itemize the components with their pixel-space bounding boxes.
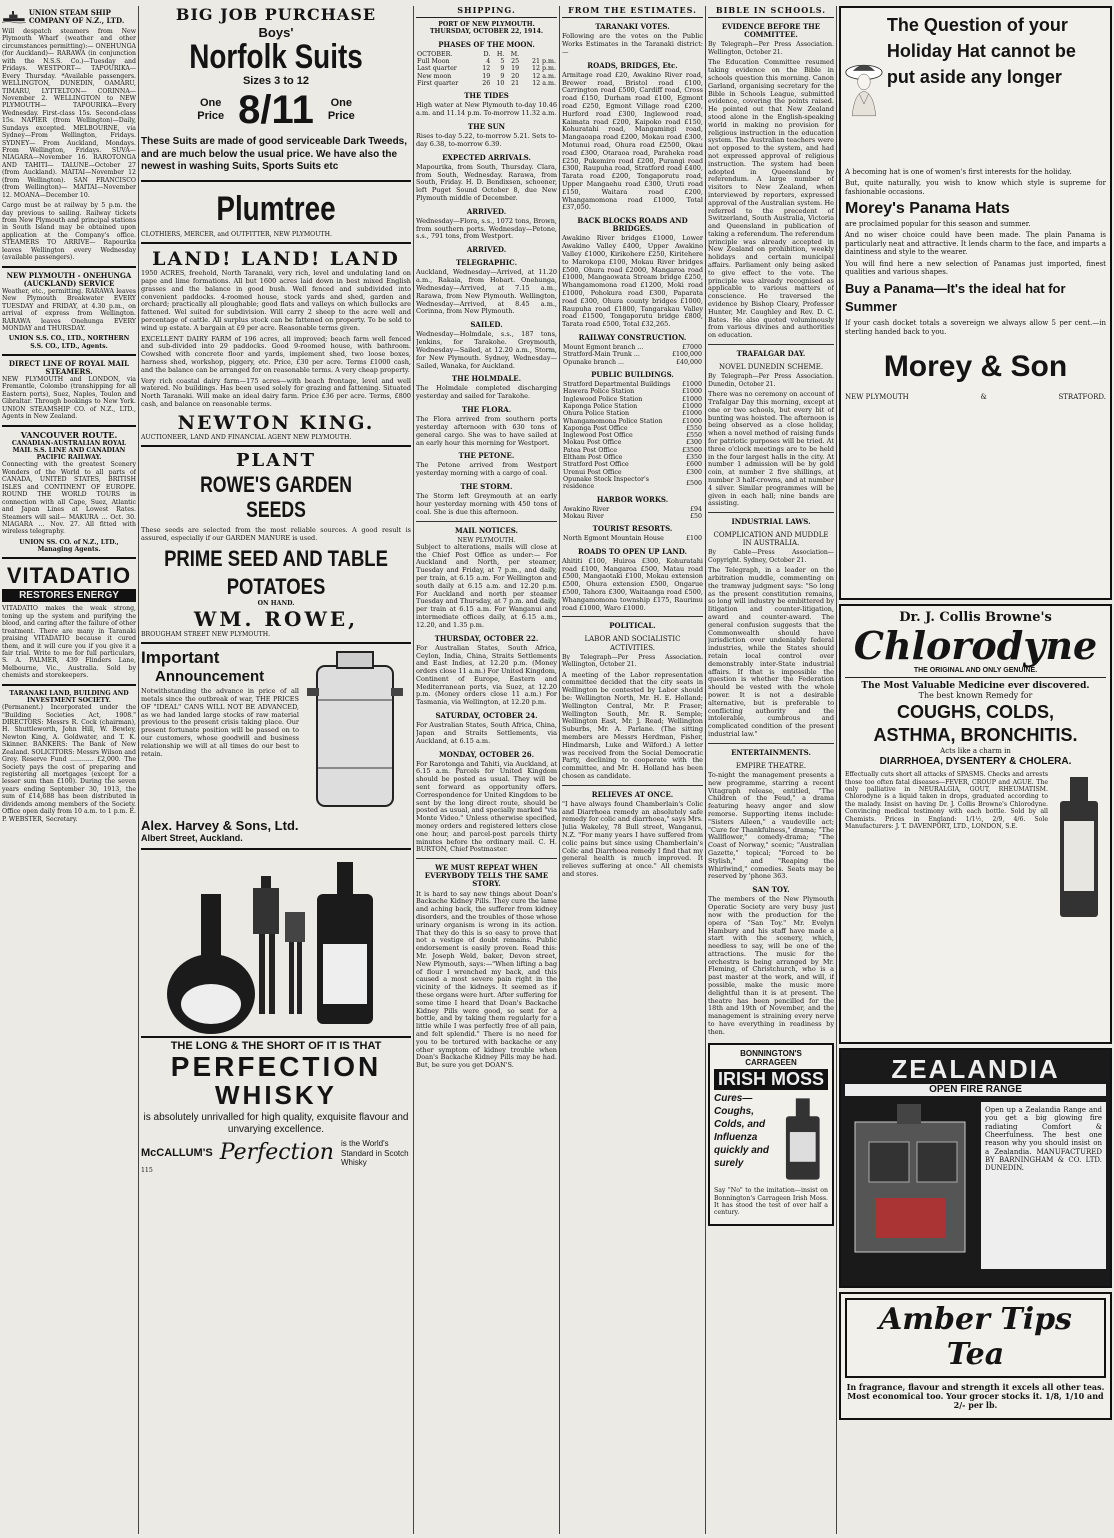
sailed-text: Wednesday—Holmdale, s.s., 187 tons, Jenkins, for Tarakohe. Greymouth, Wednesday—Sailed, at 12.20 a.m., Storm, for New Plymouth. Sydney, Wednesday—Sailed, Wanaka, for Auckland. <box>416 330 557 370</box>
evidence-text: The Education Committee resumed taking evidence on the Bible in schools question this morning. Canon Garland, organising secretary for the Bible in Schools League, submitted evidence, covering the points raised. He pointed out that New Zealand stood alone in the English-speaking world in making no provision for religious instruction in the education system. The Australian teachers were not opposed to the system, and had not expressed approval of religious instruction. The system had been adopted in Queensland by referendum. A large number of visitors to New Zealand, when interviewed by reporters, expressed approval of the Australian system. He referred to the precedent of Switzerland, South Australia, Victoria and Queensland in publication of taking a referendum. The referendum principle was already accepted in New Zealand on prohibition, weekly holidays and certain municipal affairs. Parliament only being asked to give effect to the vote. The principle was already recognised as applicable to various matters of conscience. He traversed the evidence by Bishop Cleary, Professor Hunter, Mr. Caughley and Rev. D. C. Bates. He also quoted voluminously from various divines and authorities on education. <box>708 58 834 340</box>
table-cell: £600 <box>685 461 702 469</box>
relieves-heading: RELIEVES AT ONCE. <box>591 789 674 799</box>
evidence-byline: By Telegraph—Per Press Association. Wellington, October 21. <box>708 41 834 56</box>
table-cell <box>520 51 557 58</box>
steamship-icon <box>2 6 26 28</box>
moon-phase-table <box>416 51 557 87</box>
railway-row <box>562 351 703 358</box>
ideal-cans-ad <box>141 648 411 818</box>
royal-mail-heading: DIRECT LINE OF ROYAL MAIL STEAMERS. <box>8 358 130 376</box>
shipping-header: SHIPPING. <box>416 6 557 18</box>
price-row: One Price 8/11 One Price <box>197 88 355 133</box>
public-building-row <box>562 396 703 403</box>
column-estimates <box>562 6 703 1534</box>
roads-text: Armitage road £20, Awakino River road, Brewer road, Bristol road £100, Carrington road £500, Cardiff road, Cross road £150, Durham road £100, Egmont road £250, Egmont Village road £200, Hurford road £300, Inglewood road, Kaimata road £200, Kaipoko road £150, Kohuratahi road, Mangamingi road, Mangaoapa road £200, Mokau road £300, Motunui road, Ohura road £2500, Okau road £300, Otaraoa road, Paraheka road £250, Pukemiro road £200, Purangi road £300, Raupuha road, Stratford road £400, Tarata road £200, Tongaporutu road, Upper Mangaehu road £300, Uruti road £150, Waitara road £200, Whangamomona road £1000, Total £37,050. <box>562 70 703 212</box>
telegraphic-text: Auckland, Wednesday—Arrived, at 11.20 a.m., Rakaia, from Hobart. Onehunga, Wednesday—Arrived, at 7.15 a.m., Rarawa, from New Plymouth. Wellington, Wednesday—Arrived, at 8.45 a.m., Corinna, from New Plymouth. <box>416 268 557 316</box>
tourist-row <box>562 535 703 542</box>
table-cell: 12 a.m. <box>532 72 556 80</box>
monday-text: For Rarotonga and Tahiti, via Auckland, at 6.15 a.m. Parcels for United Kingdom should be posted as usual. They will be sent forward as opportunity offers. Correspondence for United Kingdom to be sent by the long direct route, should be posted as usual, and specially marked "via Monte Video." Unless otherwise specified, money orders and registered letters close one hour, and parcel-post parcels thirty minutes before the ordinary mail. C. H. BURTON, Chief Postmaster. <box>416 759 557 854</box>
table-cell: H. <box>496 50 505 58</box>
most-valuable-text: The Most Valuable Medicine ever discovered. <box>861 680 1090 691</box>
monday-heading: MONDAY, OCTOBER 26. <box>438 749 535 759</box>
petone-heading: THE PETONE. <box>458 451 515 461</box>
zealandia-text: Open up a Zealandia Range and you get a big glowing fire radiating Comfort & Cheerfulness. The best one reason why you should insist on a Zealandia. MANUFACTURED BY BARNINGHAM & CO. LTD. DUNEDIN. <box>981 1102 1106 1269</box>
land-heading: LAND! LAND! LAND <box>152 248 400 271</box>
onehunga-text: Weather, etc., permitting. RARAWA leaves New Plymouth Breakwater EVERY TUESDAY and FRIDAY, at 4.30 p.m., on arrival of express from Wellington. RARAWA leaves Onehunga EVERY MONDAY and THURSDAY. <box>2 287 136 332</box>
irish-moss-title: IRISH MOSS <box>714 1069 828 1090</box>
arrived-text: Wednesday—Flora, s.s., 1072 tons, Brown, from southern ports. Wednesday—Petone, s.s., 791 tons, from Westport. <box>416 216 557 241</box>
open-up-land-text: Ahititi £100, Huiroa £300, Kohuratahi road £100, Mangaroa £500, Matau road £500, Mangaotaki £100, Mokau extension £500, Ohura extension £500, Ongarue £500, Tahora £300, Waitaanga road £500, Whangamomona township £175, Raurimu road £1000, Waro £1000. <box>562 556 703 612</box>
public-building-row <box>562 447 703 454</box>
public-building-row <box>562 432 703 439</box>
table-cell: £550 <box>685 424 702 432</box>
table-cell: £1000 <box>681 417 702 425</box>
table-cell: £1000 <box>681 395 702 403</box>
norfolk-suits-title: Norfolk Suits <box>189 37 363 76</box>
table-cell: Mount Egmont branch ... <box>563 344 644 352</box>
irish-moss-ad <box>708 1043 834 1226</box>
table-cell: Mokau River <box>563 512 604 520</box>
labor-byline: By Telegraph—Per Press Association. Wellington, October 21. <box>562 653 703 669</box>
tides-text: High water at New Plymouth to-day 10.46 a.m. and 11.14 p.m. To-morrow 11.32 a.m. <box>416 101 557 118</box>
evidence-heading: EVIDENCE BEFORE THE COMMITTEE. <box>721 22 821 40</box>
union-steam-heading: UNION STEAM SHIP COMPANY OF N.Z., LTD. <box>28 7 125 25</box>
price-value: 8/11 <box>238 88 314 133</box>
public-building-row <box>562 410 703 417</box>
table-cell: 12 a.m. <box>532 79 556 87</box>
amber-tips-title: Amber Tips Tea <box>845 1298 1106 1378</box>
expected-heading: EXPECTED ARRIVALS. <box>442 152 531 162</box>
table-cell: £94 <box>689 505 702 513</box>
column-rule <box>705 6 706 1534</box>
sailed-heading: SAILED. <box>470 320 503 330</box>
tides-heading: THE TIDES <box>464 91 509 101</box>
bible-header: BIBLE IN SCHOOLS. <box>708 6 834 18</box>
vitadatio-logo: VITADATIO <box>6 563 132 589</box>
onehunga-heading: NEW PLYMOUTH - ONEHUNGA (AUCKLAND) SERVICE <box>6 270 132 288</box>
morey-address: NEW PLYMOUTH & STRATFORD. <box>845 392 1106 401</box>
land-offer-2: EXCELLENT DAIRY FARM of 196 acres, all improved; beach farm well fenced and sub-divided into 29 paddocks. Good 9-roomed house, with bathroom. Cowshed with concrete floor and yards, implement shed, two loose boxes, harness shed, workshop, piggery, etc. Price, £30 per acre. Terms £1000 cash, and the balance can be arranged for on reasonable terms. A very cheap property. <box>141 334 411 374</box>
table-cell: 10 <box>496 79 505 87</box>
table-cell: D. <box>483 50 491 58</box>
rowe-seeds-text: These seeds are selected from the most reliable sources. A good result is assured, especially if our GARDEN MANURE is used. <box>141 525 411 542</box>
table-cell: Inglewood Police Station <box>563 395 643 403</box>
table-cell: 9 <box>500 65 505 73</box>
table-cell: 19 <box>511 65 520 73</box>
land-offer-3: Very rich coastal dairy farm—175 acres—with beach frontage, level and well watered. No buildings. Has been used solely for grazing and fattening. Situated North Taranaki. Will make an ideal dairy farm. Price £36 per acre. Terms, £800 cash, and balance on reasonable terms. <box>141 376 411 408</box>
column-shipping-companies <box>2 6 136 1534</box>
table-cell: 5 <box>500 58 505 66</box>
storm-heading: THE STORM. <box>460 482 513 492</box>
asthma-text: ASTHMA, BRONCHITIS. <box>873 725 1078 746</box>
table-cell: New moon <box>417 72 452 80</box>
on-hand-label: ON HAND. <box>257 600 295 608</box>
saturday-heading: SATURDAY, OCTOBER 24. <box>435 711 538 721</box>
public-building-row <box>562 381 703 388</box>
complication-text: The Telegraph, in a leader on the arbitration muddle, commenting on the tramway judgment says: "So long as the present constitution remains, so long will industry be embittered by litigation and counter-litigation, award and counter-award. The general confusion suggests that the Commonwealth should have jurisdiction over undeniably federal industries, while the States should retain local control over demonstrably inter-State industrial affairs. If that is impossible the question is whether the Federation should be vested with the whole power. It is not a desirable alternative, but is preferable to conflicting authority and the intolerable, cumbrous and complicated condition of the present industrial law." <box>708 566 834 739</box>
potatoes-title: PRIME SEED AND TABLE POTATOES <box>164 546 388 599</box>
wm-rowe-name: WM. ROWE, <box>193 606 359 631</box>
relieves-text: "I have always found Chamberlain's Colic and Diarrhoea remedy an absolutely safe remedy for colic and diarrhoea," says Mrs. Julia Wakeley, 78 Bull street, Wanganui, N.Z. "For many years I have suffered from colic pains but since using Chamberlain's Colic and Diarrhoea remedy I find that my general health is much improved. It relieves suffering at once." All chemists and stores. <box>562 799 703 878</box>
moon-phase-row <box>416 65 557 72</box>
back-blocks-text: Awakino River bridges £1000, Lower Awakino Valley £400, Upper Awakino Valley £1000, Kirikohere £250, Kiritehere to Marokopa £100, Mokau River bridges £500, Ohura road £2000, Mangaroa road £1000, Mangaowata Stream bridge £250, Whangamomona road £1200, Moki road £1000, Pohokura road £300, Paparata road £300, Ohura county bridges £1000, Raupuha road £1800, Tangarakau Valley road £1500, Tongaporutu bridge £800, Tarata road £500, Total £32,265. <box>562 234 703 329</box>
table-cell: £50 <box>689 512 702 520</box>
storm-text: The Storm left Greymouth at an early hour yesterday morning with 450 tons of coal. She is due this afternoon. <box>416 492 557 516</box>
hat-popular: are proclaimed popular for this season and summer. <box>845 219 1031 228</box>
harbor-heading: HARBOR WORKS. <box>596 494 669 504</box>
plumtree-line: CLOTHIERS, MERCER, and OUTFITTER, NEW PLYMOUTH. <box>141 231 332 238</box>
sizes-label: Sizes 3 to 12 <box>242 75 310 88</box>
column-shipping-news <box>416 6 557 1534</box>
taranaki-society-heading: TARANAKI LAND, BUILDING AND INVESTMENT SOCIETY. <box>9 689 129 704</box>
bottle-icon <box>778 1092 828 1184</box>
column-advertisements <box>141 6 411 1534</box>
harbor-row <box>562 513 703 520</box>
table-cell: Urenui Post Office <box>563 468 622 476</box>
tourist-heading: TOURIST RESORTS. <box>592 524 673 534</box>
important-label: Important <box>141 648 220 668</box>
holmdale-heading: THE HOLMDALE. <box>451 374 522 384</box>
public-building-row <box>562 439 703 446</box>
table-cell: 25 <box>511 58 520 66</box>
table-cell: 12 <box>482 65 491 73</box>
public-buildings-table <box>562 381 703 490</box>
zealandia-title: ZEALANDIA <box>891 1054 1060 1084</box>
table-cell: £500 <box>685 479 702 487</box>
newton-king-line: AUCTIONEER, LAND AND FINANCIAL AGENT NEW PLYMOUTH. <box>141 433 352 441</box>
boys-label: Boys' <box>258 24 294 40</box>
collis-browne-name: Dr. J. Collis Browne's <box>899 610 1052 625</box>
roads-heading: ROADS, BRIDGES, Etc. <box>587 60 678 70</box>
newton-king-name: NEWTON KING. <box>177 411 375 434</box>
estimates-header: FROM THE ESTIMATES. <box>562 6 703 18</box>
table-cell: M. <box>510 50 520 58</box>
mail-heading: MAIL NOTICES. <box>455 525 518 535</box>
table-cell: Hawera Police Station <box>563 388 635 396</box>
union-notes: Cargo must be at railway by 5 p.m. the day previous to sailing. Railway tickets from New Plymouth and principal stations in South Island may be obtained upon application at the Company's office. STEAMERS TO ARRIVE— Rapourika leaves Wellington every Wednesday (available passengers). <box>2 202 136 262</box>
public-building-row <box>562 418 703 425</box>
mail-sub-heading: NEW PLYMOUTH. <box>457 536 516 544</box>
norfolk-description: These Suits are made of good serviceable Dark Tweeds, and are much below the usual price. We have also the newest in washing Suits, Sports Suits etc <box>141 136 408 173</box>
acts-like-charm: Acts like a charm in <box>940 747 1011 756</box>
announcement-label: Announcement <box>155 667 265 685</box>
novel-scheme-heading: NOVEL DUNEDIN SCHEME. <box>718 363 824 372</box>
column-rule <box>836 6 837 1534</box>
public-building-row <box>562 403 703 410</box>
novel-scheme-byline: By Telegraph—Per Press Association. Dunedin, October 21. <box>708 373 834 388</box>
table-cell: £7000 <box>681 344 702 352</box>
diarrhoea-text: DIARRHOEA, DYSENTERY & CHOLERA. <box>879 755 1072 767</box>
best-remedy-text: The best known Remedy for <box>918 691 1033 701</box>
amber-tips-text: In fragrance, flavour and strength it excels all other teas. Most economical too. Your grocer stocks it. 1/8, 1/10 and 2/- per lb. <box>846 1381 1105 1411</box>
table-cell: Whangamomona Police Station <box>563 417 663 425</box>
table-cell: 21 <box>511 79 520 87</box>
thursday-heading: THURSDAY, OCTOBER 22. <box>434 633 539 643</box>
table-cell: £300 <box>685 468 702 476</box>
rowe-address: BROUGHAM STREET NEW PLYMOUTH. <box>141 630 271 638</box>
table-cell: £40,000 <box>675 358 702 366</box>
table-cell: Patea Post Office <box>563 446 618 454</box>
public-buildings-heading: PUBLIC BUILDINGS. <box>591 370 674 379</box>
ad-number: 115 <box>141 1167 153 1175</box>
perfection-script: Perfection <box>219 1140 334 1166</box>
column-rule <box>413 6 414 1534</box>
railway-table <box>562 344 703 366</box>
morey-panama-title: Morey's Panama Hats <box>845 200 1010 218</box>
table-cell: Stratford-Main Trunk ... <box>563 351 640 359</box>
vitadatio-text: VITADATIO makes the weak strong, toning up the system and purifying the blood, and caring after the failure of other treatment. There are many in Taranaki praising VITADATIO because it cured them, and it will cure you if you give it a fair trial. Write to me for full particulars, S. A. PALMER, 439 Flinders Lane, Melbourne, Vic., Australia. Sold by chemists and storekeepers. <box>2 605 136 680</box>
column-rule <box>559 6 560 1534</box>
whisky-tagline: THE LONG & THE SHORT OF IT IS THAT <box>141 1036 411 1053</box>
table-cell: 19 <box>482 72 491 80</box>
zealandia-ad <box>839 1048 1112 1288</box>
coughs-colds-text: COUGHS, COLDS, <box>896 701 1054 722</box>
table-cell: First quarter <box>417 79 459 87</box>
open-fire-range-label: OPEN FIRE RANGE <box>845 1084 1106 1096</box>
mccallum-label: McCALLUM'S <box>141 1146 213 1159</box>
entertainments-heading: ENTERTAINMENTS. <box>731 747 811 757</box>
column-right-ads <box>839 6 1112 1534</box>
table-cell: Kaponga Police Station <box>563 403 638 410</box>
sun-text: Rises to-day 5.22, to-morrow 5.21. Sets to-day 6.38, to-morrow 6.39. <box>416 132 557 148</box>
open-up-land-heading: ROADS TO OPEN UP LAND. <box>578 546 687 556</box>
thursday-text: For Australian States, South Africa, Ceylon, India, China, Straits Settlements and East Indies, at 12.20 p.m. (Money orders close 11 a.m.) For United Kingdom, Continent of Europe, Eastern and Mediterranean ports, via Suez, at 12.20 p.m. (Money orders close 11 a.m.) For Tasmania, via Wellington, at 12.20 p.m. <box>416 643 557 707</box>
empire-text: To-night the management presents a new programme, starring a recent Vitagraph release, entitled, "The Children of the Feud," a drama featuring heavy anger and slow remorse. Supporting items include: "Sisters Aileen," a vaudeville act; "Cure for Thankfulness," drama; "The Wallflower," comedy-drama; "The Coast of Norway," scenic; "Australian Gazette," topical; "Forced to be Stylish," and "Reaping the Whirlwind," comedies. Seats may be reserved by 'phone 363. <box>708 771 834 881</box>
whisky-illustration <box>141 854 407 1034</box>
column-rule <box>138 6 139 1534</box>
back-blocks-heading: BACK BLOCKS ROADS AND BRIDGES. <box>577 216 688 234</box>
restores-energy-banner: RESTORES ENERGY <box>2 589 136 603</box>
doans-heading: WE MUST REPEAT WHEN EVERYBODY TELLS THE SAME STORY. <box>424 863 549 889</box>
alex-harvey-address: Albert Street, Auckland. <box>141 833 243 844</box>
table-cell: 4 <box>486 58 491 66</box>
table-cell: 21 p.m. <box>531 58 556 66</box>
mccallum-row <box>141 1139 411 1167</box>
date-label: THURSDAY, OCTOBER 22, 1914. <box>429 28 544 36</box>
railway-heading: RAILWAY CONSTRUCTION. <box>578 333 687 342</box>
table-cell: OCTOBER. <box>417 50 453 58</box>
woman-hat-illustration <box>845 12 883 162</box>
perfection-title: PERFECTION <box>170 1051 382 1083</box>
morey-hat-ad <box>839 6 1112 600</box>
estimates-intro: Following are the votes on the Public Works Estimates in the Taranaki district:— <box>562 32 703 56</box>
labor-heading: LABOR AND SOCIALISTIC ACTIVITIES. <box>584 635 681 652</box>
moon-heading: PHASES OF THE MOON. <box>438 39 535 49</box>
moon-phase-row <box>416 73 557 80</box>
table-cell: £100 <box>685 535 702 543</box>
railway-row <box>562 344 703 351</box>
expected-text: Mapourika, from South, Thursday. Clara, from South, Wednesday. Rarawa, from South, Friday. H. D. Bendixsen, schooner, left Puget Sound October 8, due New Plymouth middle of December. <box>416 162 557 202</box>
cures-text: Cures— Coughs, Colds, and Influenza quickly and surely <box>714 1093 770 1170</box>
announcement-text: Notwithstanding the advance in price of all metals since the outbreak of war, THE PRICES OF "IDEAL" CANS WILL NOT BE ADVANCED, as we had landed large stocks of raw material previous to the present crisis taking place. Our present fortunate position will be passed on to our customers, whose goodwill and business relationship we will at all times do our best to retain. <box>141 687 299 758</box>
telegraphic-heading: TELEGRAPHIC. <box>455 258 518 268</box>
novel-scheme-text: There was no ceremony on account of Trafalgar Day this morning, except at one or two schools, but every bit of bunting was hoisted. The afternoon is being observed as a close holiday, when a novel method of raising funds for patriotic purposes will be tried. At three o'clock meetings are to be held in the four largest halls in the city. At number 1 admission will be by gold coin, at number 2 five shillings, at number 3 half-crowns, and at number 4 silver. Similar programmes will be given in each hall; nine bands are assisting. <box>708 390 834 508</box>
table-cell: Inglewood Post Office <box>563 432 633 440</box>
medicine-bottle-icon <box>1052 771 1106 921</box>
taranaki-society-text: (Permanent.) Incorporated under the "Building Societies Act, 1908." DIRECTORS: Messrs R. Cock (chairman), H. Shuttleworth, John Hill, W. Bewley, Newton King, A. Goldwater, and T. K. Skinner. BANKERS: The Bank of New Zealand. SOLICITORS: Messrs Wilson and Grey. Reserve Fund ............ £2,000. The Society pays the cost of preparing and registering all mortgages (except for a lesser sum than £100). During the seven years ending September 30, 1913, the sum of £14,688 has been distributed in dividends among members of the Society. Office open daily from 10 a.m. to 1 p.m. E. P. WEBSTER, Secretary. <box>2 704 136 823</box>
table-cell: £1000 <box>681 388 702 396</box>
table-cell: Last quarter <box>417 65 457 73</box>
flora-text: The Flora arrived from southern ports yesterday afternoon with 630 tons of general cargo. She was to have sailed at an early hour this morning for Westport. <box>416 415 557 447</box>
union-managing-agents: UNION SS. CO. of N.Z., LTD., Managing Agents. <box>19 538 119 554</box>
public-building-row <box>562 454 703 461</box>
public-building-row <box>562 469 703 476</box>
moon-phase-row <box>416 80 557 87</box>
holmdale-text: The Holmdale completed discharging yesterday and sailed for Tarakohe. <box>416 384 557 401</box>
hat-choice: And no wiser choice could have been made. The plain Panama is particularly neat and attractive. It lends charm to the face, and imparts a daintiness and style to the wearer. <box>845 231 1106 257</box>
hat-question: The Question of your Holiday Hat cannot be put aside any longer <box>886 15 1076 88</box>
moon-phase-row <box>416 51 557 58</box>
table-cell: 20 <box>511 72 520 80</box>
bonnington-brand: BONNINGTON'S CARRAGEEN <box>740 1048 802 1067</box>
union-agents: UNION S.S. CO., LTD., NORTHERN S.S. CO., LTD., Agents. <box>8 335 130 350</box>
chlorodyne-ad <box>839 604 1112 1044</box>
table-cell: 9 <box>500 72 505 80</box>
table-cell: £1000 <box>681 381 702 389</box>
column-news <box>708 6 834 1534</box>
plant-heading: PLANT <box>235 449 316 471</box>
table-cell: 26 <box>482 79 491 87</box>
vancouver-heading: VANCOUVER ROUTE. <box>20 429 118 440</box>
original-label: THE ORIGINAL AND ONLY GENUINE. <box>845 667 1106 678</box>
public-building-row <box>562 461 703 468</box>
public-building-row <box>562 388 703 395</box>
public-building-row <box>562 476 703 491</box>
rowe-seeds-title: ROWE'S GARDEN SEEDS <box>200 471 352 523</box>
port-label: PORT OF NEW PLYMOUTH. <box>438 21 535 29</box>
table-cell: Ohura Police Station <box>563 410 630 418</box>
table-cell: Awakino River <box>563 505 610 513</box>
union-schedule: Will despatch steamers from New Plymouth Wharf (weather and other circumstances permitting):— ONEHUNGA (for Auckland)— RARAWA (in conjunction with the N.S.S. Co.)—Tuesday and Fridays. WESTPORT— TAPOURIKA—Every Thursday. *Available passengers. WELLINGTON, DUNEDIN, OAMARU, TIMARU, LYTTELTON— CORINNA—November 2. WELLINGTON to NEW PLYMOUTH— TAPOURIKA—Every Wednesday. First-class 15s. Second-class 15s. NAPIER (from Wellington)—Daily, Sundays excepted. MELBOURNE, via Sydney—From Wellington, Fridays. SYDNEY— From Auckland, Mondays. From Wellington, Fridays. SUVA— NIAGARA—November 16. RAROTONGA AND TAHITI— TALUNE—October 27 (from Auckland). MAITAI—November 12 (from Wellington). SAN FRANCISCO (from Wellington)— MAITAI—November 12. MOANA—December 10. <box>2 28 136 199</box>
table-cell: £550 <box>685 432 702 440</box>
table-cell: Stratford Post Office <box>563 461 629 469</box>
table-cell: North Egmont Mountain House <box>563 535 664 543</box>
complication-heading: COMPLICATION AND MUDDLE IN AUSTRALIA. <box>713 531 829 548</box>
chlorodyne-title: Chlorodyne <box>853 623 1098 669</box>
sun-heading: THE SUN <box>467 121 506 131</box>
political-heading: POLITICAL. <box>609 621 656 631</box>
plumtree-logo: Plumtree <box>216 189 336 228</box>
hat-style: But, quite naturally, you wish to know which style is supreme for fashionable occasions. <box>845 179 1106 196</box>
table-cell: Opunake branch ... <box>563 358 625 366</box>
table-cell: Opunake Stock Inspector's residence <box>563 475 649 491</box>
table-cell: £350 <box>685 454 702 462</box>
chlorodyne-details: Effectually cuts short all attacks of SPASMS. Checks and arrests those too often fatal diseases—FEVER, CROUP and AGUE. The only palliative in NEURALGIA, GOUT, RHEUMATISM. Chlorodyne is a liquid taken in drops, graduated according to the malady. Insist on having Dr. J. Collis Browne's Chlorodyne. Convincing medical testimony with each bottle. Sold by all Chemists. Prices in England: 1/1½, 2/9, 4/6. Sole Manufacturers: J. T. DAVENPORT, LTD., LONDON, S.E. <box>845 771 1048 831</box>
san-toy-text: The members of the New Plymouth Operatic Society are very busy just now with the production for the opera of "San Toy." Mr. Evelyn Hambury and his staff have made a start with the scenery, which, needless to say, will be one of the attractions. The music for the orchestra is being arranged by Mr. Fleming, of Christchurch, who is a past master at the work, and will, if possible, make the music more delightful than it is at present. The theatre has been pencilled for the 18th and 19th of November, and the management is straining every nerve to have everything in readiness by then. <box>708 895 834 1036</box>
hat-intro: A becoming hat is one of women's first interests for the holiday. <box>845 168 1072 176</box>
railway-row <box>562 359 703 366</box>
milk-can-icon <box>303 648 407 818</box>
mail-text: Subject to alterations, mails will close at the Chief Post Office as under:— For Auckland and North, per steamer, Tuesday and Friday, at 7 p.m., and daily, per train, at 6.15 a.m. For Wellington and south daily at 6.15 a.m. and 12.20 p.m. For Auckland and north per steamer Tuesday and Thursday, at 7 p.m. and daily, per train at 6.15 a.m. For Wanganui and intermediate offices daily, at 6.15 a.m., 12.20, and 1.35 p.m. <box>416 542 557 629</box>
table-cell: Eltham Post Office <box>563 454 623 462</box>
alex-harvey-name: Alex. Harvey & Sons, Ltd. <box>141 818 299 834</box>
trafalgar-heading: TRAFALGAR DAY. <box>736 349 806 359</box>
taranaki-votes-heading: TARANAKI VOTES. <box>595 22 670 32</box>
public-building-row <box>562 425 703 432</box>
big-job-purchase-title: BIG JOB PURCHASE <box>175 6 377 24</box>
labor-text: A meeting of the Labor representation committee decided that the city seats in Wellington be contested by Labor should be: Wellington North, Mr. H. E. Holland; Wellington Central, Mr. P. Fraser; Wellington South, Mr. R. Semple; Wellington East, Mr. J. Read; Wellington Suburbs, Mr. A. Parlane. (The sitting members are Messrs Herdman, Fisher, Hindmarsh, Luke and Wilford.) A letter was received from the Social Democratic Party, declining to cooperate with the committee, and Mr. H. Holland has been chosen as candidate. <box>562 670 703 780</box>
table-cell: Stratford Departmental Buildings <box>563 381 671 389</box>
harbor-row <box>562 506 703 513</box>
arrived-heading-2: ARRIVED. <box>466 245 507 255</box>
table-cell: Mokau Post Office <box>563 439 622 447</box>
flora-heading: THE FLORA. <box>461 405 512 415</box>
world-standard-text: is the World's Standard in Scotch Whisky <box>340 1139 409 1167</box>
table-cell: £300 <box>685 439 702 447</box>
land-offer-1: 1950 ACRES, freehold, North Taranaki, very rich, level and undulating land on pape and lime formations. All but 1600 acres laid down in best mixed English grasses and the balance in good bush. Well fenced and subdivided into convenient paddocks. 4-roomed house, stock yards and shed, garden and orchard; practically all ploughable; good flats and valleys on which bullocks are fattened. Wel suited for subdivision. Will carry 2 sheep to the acre well and percentage of cattle. All surplus stock can be fattened on property. To be sold to wind up estate. A bargain at £9 per acre. Reasonable terms given. <box>141 269 411 332</box>
hat-discount: If your cash docket totals a sovereign we always allow 5 per cent.—in sterling handed back to you. <box>845 319 1106 336</box>
empire-heading: EMPIRE THEATRE. <box>735 761 807 770</box>
buy-panama-text: Buy a Panama—It's the ideal hat for Summer <box>845 281 1066 314</box>
harbor-table <box>562 506 703 521</box>
table-cell: Kaponga Post Office <box>563 424 628 432</box>
complication-byline: By Cable—Press Association—Copyright. Sydney, October 21. <box>708 549 834 564</box>
doans-text: It is hard to say new things about Doan's Backache Kidney Pills. They cure the lame and aching back, the sufferer from kidney disorders, and the troubles of those whose urinary organism is wrong in its action. That they do this is so easy to prove that not a vestige of doubt remains. Public endorsement is easily proven. Read this: Mr. Joseph Weld, baker, Devon street, New Plymouth, says:—"When lifting a bag of flour I wrenched my back, and this caused a most severe pain right in the vicinity of the kidneys. It seemed as if these organs were hurt. After suffering for some time I heard that Doan's Backache Kidney Pills were good, so sent for a bottle, and by taking them regularly for a little while I was perfectly free of all pain, and felt splendid." There is no need for you to be tortured with backache or any other symptom of kidney trouble when Doan's Backache Kidney Pills may be had. But, be sure you get DOAN'S. <box>416 889 557 1070</box>
petone-text: The Petone arrived from Westport yesterday morning with a cargo of coal. <box>416 461 557 478</box>
whisky-title: WHISKY <box>215 1079 337 1110</box>
table-cell: £1000 <box>681 410 702 418</box>
table-cell: £3500 <box>681 446 702 454</box>
canadian-heading: CANADIAN-AUSTRALIAN ROYAL MAIL S.S. LINE AND CANADIAN PACIFIC RAILWAY. <box>11 439 127 462</box>
morey-son-logo: Morey & Son <box>883 350 1068 384</box>
canadian-text: Connecting with the greatest Scenery Wonders of the World to all parts of CANADA, UNITED STATES, BRITISH ISLES and CONTINENT OF EUROPE. ROUND THE WORLD TOURS in connection with all Cape, Suez, Atlantic and Japan Lines at Lowest Rates. Steamers will sail— MAKURA ... Oct. 30. NIAGARA ... Nov. 27. All fitted with wireless telegraphy. <box>2 461 136 536</box>
arrived-heading: ARRIVED. <box>466 206 507 216</box>
stove-illustration <box>845 1102 975 1272</box>
saturday-text: For Australian States, South Africa, China, Japan and Straits Settlements, via Auckland, at 6.15 a.m. <box>416 721 557 745</box>
whisky-description: is absolutely unrivalled for high quality, exquisite flavour and unvarying excellence. <box>143 1112 409 1135</box>
table-cell: 12 p.m. <box>531 65 556 73</box>
amber-tips-ad <box>839 1292 1112 1420</box>
table-cell: Full Moon <box>417 58 450 66</box>
san-toy-heading: SAN TOY. <box>752 885 790 895</box>
hat-selection: You will find here a new selection of Panamas just imported, finest qualities and various shapes. <box>845 259 1106 276</box>
table-cell: £100,000 <box>671 351 702 359</box>
moon-phase-row <box>416 58 557 65</box>
table-cell: £1000 <box>681 403 702 410</box>
industrial-heading: INDUSTRIAL LAWS. <box>731 517 811 527</box>
tourist-table <box>562 535 703 542</box>
royal-mail-text: NEW PLYMOUTH and LONDON, via Fremantle, Colombo (transhipping for all Eastern ports), Suez, Naples, Toulon and Gibraltar. Through bookings to New York. UNION STEAMSHIP CO. of N.Z., LTD., Agents in New Zealand. <box>2 376 136 421</box>
say-no-text: Say "No" to the imitation—insist on Bonnington's Carrageen Irish Moss. It has stood the test of over half a century. <box>714 1187 828 1217</box>
